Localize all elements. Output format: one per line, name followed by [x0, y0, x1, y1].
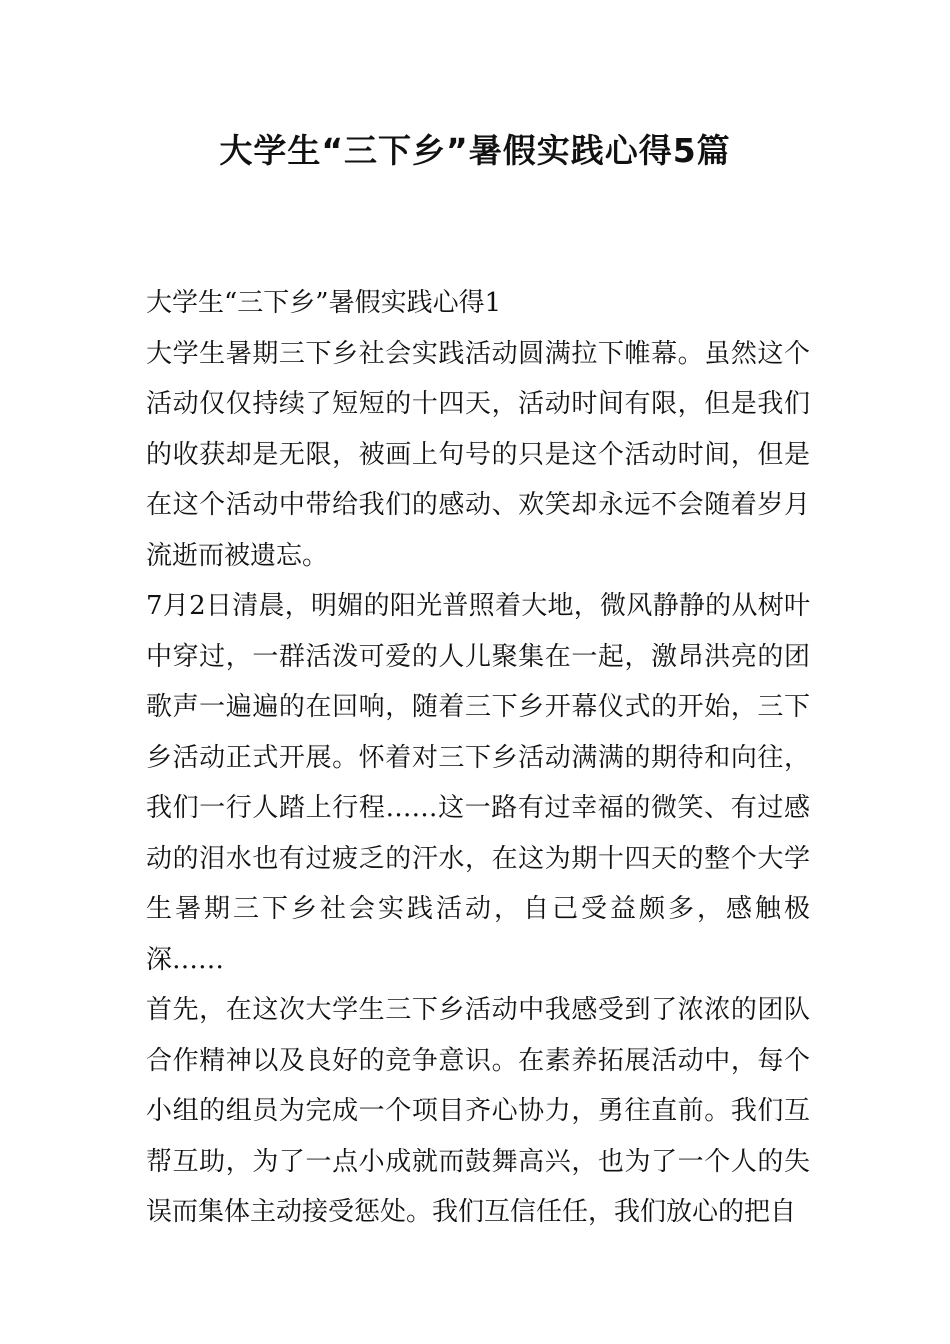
section-heading: 大学生“三下乡”暑假实践心得1 [146, 288, 502, 318]
paragraph-3: 首先，在这次大学生三下乡活动中我感受到了浓浓的团队合作精神以及良好的竞争意识。在素养拓展活动中，每个小组的组员为完成一个项目齐心协力，勇往直前。我们互帮互助，为了一点小成就而鼓舞高兴，也为了一个人的失误而集体主动接受惩处。我们互信任任，我们放心的把自 [146, 995, 810, 1227]
document-body [146, 278, 810, 1238]
document-title: 大学生“三下乡”暑假实践心得5篇 [219, 131, 731, 170]
paragraph-2: 7月2日清晨，明媚的阳光普照着大地，微风静静的从树叶中穿过，一群活泼可爱的人儿聚集在一起，激昂洪亮的团歌声一遍遍的在回响，随着三下乡开幕仪式的开始，三下乡活动正式开展。怀着对三下乡活动满满的期待和向往，我们一行人踏上行程……这一路有过幸福的微笑、有过感动的泪水也有过疲乏的汗水，在这为期十四天的整个大学生暑期三下乡社会实践活动，自己受益颇多，感触极深…… [146, 591, 810, 975]
paragraph-1: 大学生暑期三下乡社会实践活动圆满拉下帷幕。虽然这个活动仅仅持续了短短的十四天，活动时间有限，但是我们的收获却是无限，被画上句号的只是这个活动时间，但是在这个活动中带给我们的感动、欢笑却永远不会随着岁月流逝而被遗忘。 [146, 338, 810, 571]
